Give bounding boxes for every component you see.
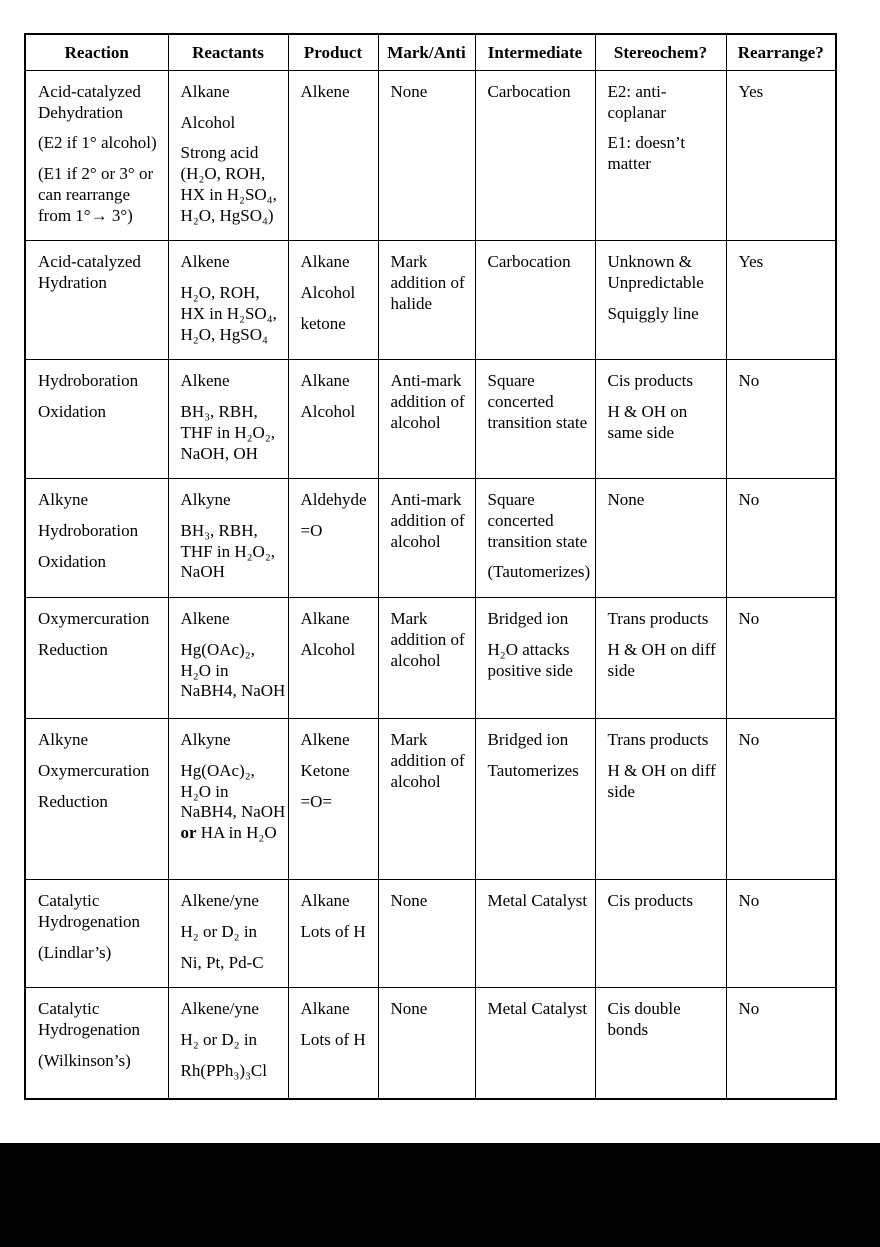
cell-line: Alkene/yne: [180, 999, 259, 1019]
cell-line: Oxidation: [38, 402, 106, 422]
cell-line: Metal Catalyst: [487, 891, 588, 911]
table-cell: [25, 719, 168, 880]
cell-line: Rh(PPh₃)₃Cl: [180, 1060, 267, 1080]
table-cell: [595, 719, 726, 880]
table-cell: [378, 880, 475, 988]
table-cell: [25, 880, 168, 988]
cell-line: Square concerted transition state: [487, 490, 588, 551]
table-cell: [168, 719, 288, 880]
table-cell: [595, 241, 726, 360]
table-header: [25, 34, 836, 71]
cell-line: (Lindlar’s): [38, 942, 112, 962]
cell-line: Unknown & Unpredictable: [607, 252, 704, 293]
cell-line: H₂O, ROH, HX in H₂SO₄, H₂O, HgSO₄: [180, 283, 277, 344]
cell-line: None: [607, 490, 645, 510]
cell-line: No: [738, 371, 760, 391]
cell-line: =O: [300, 521, 323, 541]
table-cell: [595, 71, 726, 241]
cell-line: No: [738, 999, 760, 1019]
cell-line: Catalytic Hydrogenation: [38, 999, 140, 1040]
cell-line: Anti-mark addition of alcohol: [390, 371, 465, 432]
cell-line: H & OH on diff side: [607, 760, 716, 801]
table-cell: [475, 988, 595, 1099]
cell-line: Alkane: [300, 609, 350, 629]
cell-line: Ni, Pt, Pd-C: [180, 952, 264, 972]
cell-line: Alkene: [180, 371, 230, 391]
cell-line: Oxymercuration: [38, 609, 150, 629]
cell-line: Cis products: [607, 371, 693, 391]
table-cell: [378, 71, 475, 241]
cell-line: Alkane: [300, 371, 350, 391]
table-row: [25, 719, 836, 880]
cell-line: Carbocation: [487, 82, 571, 101]
cell-line: No: [738, 609, 760, 629]
cell-line: Alkyne: [180, 490, 231, 510]
cell-line: Alkene: [300, 730, 350, 750]
table-cell: [475, 241, 595, 360]
table-cell: [378, 241, 475, 360]
cell-line: E1: doesn’t matter: [607, 133, 686, 174]
table-cell: [726, 360, 836, 479]
cell-line: Metal Catalyst: [487, 999, 588, 1019]
table-row: [25, 988, 836, 1099]
table-cell: [726, 598, 836, 719]
table-cell: [595, 880, 726, 988]
table-cell: [168, 988, 288, 1099]
cell-line: Cis products: [607, 891, 693, 911]
cell-line: No: [738, 730, 760, 750]
cell-line: Carbocation: [487, 252, 571, 272]
table-cell: [25, 360, 168, 479]
cell-line: H & OH on same side: [607, 402, 688, 442]
cell-line: (Tautomerizes): [487, 562, 591, 582]
cell-line: Alkene: [180, 252, 230, 272]
cell-line: Hydroboration: [38, 521, 139, 541]
table-row: [25, 479, 836, 598]
cell-line: (E1 if 2° or 3° or can rearrange from 1°→ 3°): [38, 164, 154, 225]
cell-line: Alkane: [300, 891, 350, 911]
table-cell: [288, 598, 378, 719]
cell-line: Acid-catalyzed Dehydration: [38, 82, 141, 122]
cell-line: Alkyne: [180, 730, 231, 750]
table-cell: [378, 598, 475, 719]
table-cell: [25, 241, 168, 360]
table-cell: [595, 598, 726, 719]
table-cell: [595, 479, 726, 598]
table-row: [25, 360, 836, 479]
table-cell: [288, 241, 378, 360]
cell-line: Catalytic Hydrogenation: [38, 891, 140, 931]
cell-line: None: [390, 82, 428, 101]
table-cell: [726, 479, 836, 598]
table-cell: [475, 360, 595, 479]
cell-line: Squiggly line: [607, 303, 699, 323]
cell-line: Alkene: [180, 609, 230, 629]
table-cell: [168, 360, 288, 479]
cell-line: BH₃, RBH, THF in H₂O₂, NaOH: [180, 521, 275, 582]
table-row: [25, 880, 836, 988]
table-cell: [288, 479, 378, 598]
cell-line: Oxymercuration: [38, 760, 150, 780]
table-cell: [475, 71, 595, 241]
cell-line: H₂ or D₂ in: [180, 1030, 258, 1050]
cell-line: Trans products: [607, 730, 709, 750]
table-cell: [288, 880, 378, 988]
cell-line: Bridged ion: [487, 609, 569, 629]
table-cell: [475, 598, 595, 719]
table-row: [25, 241, 836, 360]
column-header-stereochem: Stereochem?: [595, 34, 726, 71]
table-body: [25, 71, 836, 1099]
cell-line: None: [390, 891, 428, 911]
cell-line: Acid-catalyzed Hydration: [38, 252, 141, 293]
cell-line: Mark addition of alcohol: [390, 609, 465, 670]
cell-line: Reduction: [38, 639, 108, 659]
table-cell: [25, 988, 168, 1099]
table-cell: [378, 479, 475, 598]
cell-line: Alkene: [300, 82, 350, 101]
table-cell: [168, 479, 288, 598]
cell-line: Alkyne: [38, 730, 89, 750]
cell-line: Hg(OAc)₂, H₂O in NaBH4, NaOH: [180, 639, 286, 701]
cell-line: =O=: [300, 791, 332, 811]
cell-line: Bridged ion: [487, 730, 569, 750]
cell-line: H & OH on diff side: [607, 639, 716, 680]
cell-line: Square concerted transition state: [487, 371, 588, 432]
table-row: [25, 71, 836, 241]
cell-line: Hydroboration: [38, 371, 139, 391]
cell-line: H₂ or D₂ in: [180, 921, 258, 941]
table-cell: [726, 988, 836, 1099]
cell-line: Mark addition of alcohol: [390, 730, 465, 791]
cell-line: Aldehyde: [300, 490, 367, 510]
cell-line: Alkane: [180, 82, 230, 101]
table-cell: [726, 241, 836, 360]
table-cell: [168, 880, 288, 988]
cell-line: Alcohol: [300, 283, 356, 303]
column-header-rearrange: Rearrange?: [726, 34, 836, 71]
column-header-mark-anti: Mark/Anti: [378, 34, 475, 71]
cell-line: Alkane: [300, 252, 350, 272]
cell-line: Tautomerizes: [487, 760, 579, 780]
cell-line: Anti-mark addition of alcohol: [390, 490, 465, 551]
table-header-row: [25, 34, 836, 71]
table-cell: [726, 719, 836, 880]
table-cell: [378, 988, 475, 1099]
cell-line: Alkyne: [38, 490, 89, 510]
table-cell: [378, 360, 475, 479]
cell-line: Ketone: [300, 760, 350, 780]
table-cell: [595, 988, 726, 1099]
table-cell: [726, 71, 836, 241]
column-header-product: Product: [288, 34, 378, 71]
cell-line: (Wilkinson’s): [38, 1050, 131, 1070]
cell-line: Mark addition of halide: [390, 252, 465, 313]
table-cell: [378, 719, 475, 880]
cell-line: Cis double bonds: [607, 999, 681, 1040]
cell-line: Lots of H: [300, 921, 366, 941]
table-cell: [288, 719, 378, 880]
column-header-reaction: Reaction: [25, 34, 168, 71]
cell-line: Alkane: [300, 999, 350, 1019]
cell-line: ketone: [300, 313, 346, 333]
cell-line: Yes: [738, 82, 764, 101]
table-cell: [475, 719, 595, 880]
cell-line: (E2 if 1° alcohol): [38, 133, 157, 153]
cell-line: E2: anti-coplanar: [607, 82, 667, 122]
table-cell: [168, 598, 288, 719]
table-cell: [288, 71, 378, 241]
table-cell: [168, 71, 288, 241]
table-cell: [475, 880, 595, 988]
cell-line: Alcohol: [300, 402, 356, 422]
cell-line: H₂O attacks positive side: [487, 639, 573, 680]
cell-line: Reduction: [38, 791, 108, 811]
bottom-black-bar: [0, 1143, 880, 1247]
column-header-reactants: Reactants: [168, 34, 288, 71]
cell-line: Alkene/yne: [180, 891, 259, 911]
cell-line: Oxidation: [38, 551, 106, 571]
table-cell: [25, 71, 168, 241]
cell-line: No: [738, 490, 760, 510]
column-header-intermediate: Intermediate: [475, 34, 595, 71]
reaction-summary-table: [24, 33, 837, 1100]
table-cell: [726, 880, 836, 988]
table-cell: [25, 598, 168, 719]
cell-line: Strong acid (H₂O, ROH, HX in H₂SO₄, H₂O, HgSO₄): [180, 143, 277, 225]
table-cell: [288, 988, 378, 1099]
cell-line: Trans products: [607, 609, 709, 629]
table-cell: [595, 360, 726, 479]
cell-line: Hg(OAc)₂, H₂O in NaBH4, NaOH or HA in H₂O: [180, 760, 286, 843]
table-cell: [288, 360, 378, 479]
table-row: [25, 598, 836, 719]
cell-line: Alcohol: [300, 639, 356, 659]
cell-line: Yes: [738, 252, 764, 272]
cell-line: None: [390, 999, 428, 1019]
cell-line: Lots of H: [300, 1030, 366, 1050]
table-cell: [168, 241, 288, 360]
cell-line: No: [738, 891, 760, 911]
cell-line: BH₃, RBH, THF in H₂O₂, NaOH, OH: [180, 402, 275, 463]
table-cell: [25, 479, 168, 598]
table-cell: [475, 479, 595, 598]
cell-line: Alcohol: [180, 112, 236, 132]
